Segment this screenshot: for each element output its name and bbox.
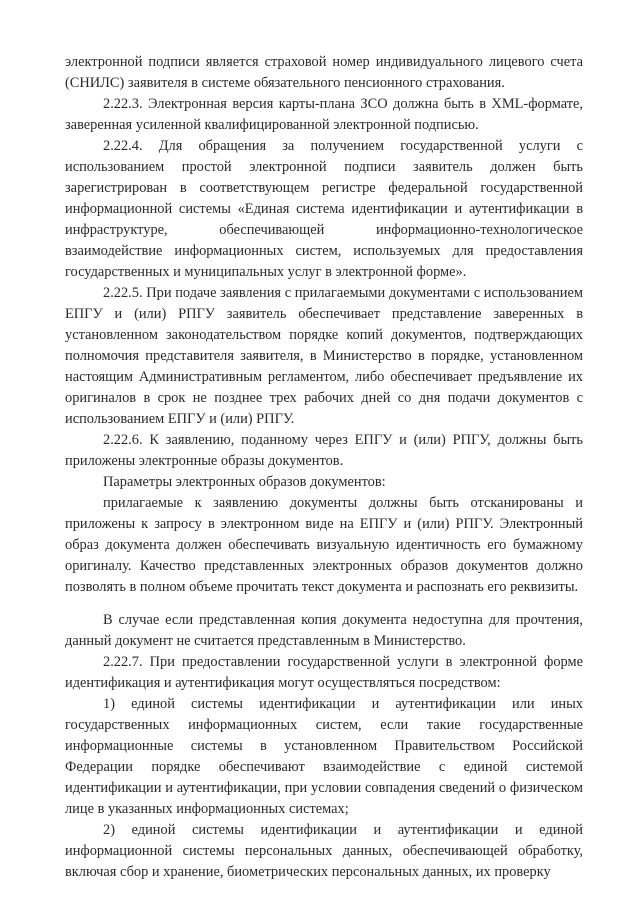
- paragraph-p-case: В случае если представленная копия документа недоступна для прочтения, данный документ не считается представленным в Министерство.: [65, 612, 583, 649]
- paragraph-p-2227: 2.22.7. При предоставлении государственной услуги в электронной форме идентификация и аутентификация могут осуществляться посредством:: [65, 654, 583, 691]
- paragraph-p-2223: 2.22.3. Электронная версия карты-плана ЗСО должна быть в XML-формате, заверенная усиленной квалифицированной электронной подписью.: [65, 96, 583, 133]
- paragraph-p-cont: электронной подписи является страховой номер индивидуального лицевого счета (СНИЛС) заявителя в системе обязательного пенсионного страхования.: [65, 54, 583, 91]
- paragraph-p-item1: 1) единой системы идентификации и аутентификации или иных государственных информационных систем, если такие государственные информационные системы в установленном Правительством Российской Федерации порядке обеспечивают взаимодействие с единой системой идентификации и аутентификации, при условии совпадения сведений о физическом лице в указанных информационных системах;: [65, 696, 583, 817]
- paragraph-p-scan: прилагаемые к заявлению документы должны быть отсканированы и приложены к запросу в электронном виде на ЕПГУ и (или) РПГУ. Электронный образ документа должен обеспечивать визуальную идентичность его бумажному оригиналу. Качество представленных электронных образов документов должно позволять в полном объеме прочитать текст документа и распознать его реквизиты.: [65, 495, 583, 595]
- document-body: [65, 52, 583, 883]
- paragraph-p-2225: 2.22.5. При подаче заявления с прилагаемыми документами с использованием ЕПГУ и (или) РПГУ заявитель обеспечивает представление заверенных в установленном законодательством порядке копий документов, подтверждающих полномочия представителя заявителя, в Министерство в порядке, установленном настоящим Административным регламентом, либо обеспечивает предъявление их оригиналов в срок не позднее трех рабочих дней со дня подачи документов с использованием ЕПГУ и (или) РПГУ.: [65, 285, 583, 427]
- paragraph-p-item2: 2) единой системы идентификации и аутентификации и единой информационной системы персональных данных, обеспечивающей обработку, включая сбор и хранение, биометрических персональных данных, их проверку: [65, 822, 583, 880]
- paragraph-p-2224: 2.22.4. Для обращения за получением государственной услуги с использованием простой электронной подписи заявитель должен быть зарегистрирован в соответствующем регистре федеральной государственной информационной системы «Единая система идентификации и аутентификации в инфраструктуре, обеспечивающей информационно-технологическое взаимодействие информационных систем, используемых для предоставления государственных и муниципальных услуг в электронной форме».: [65, 138, 583, 280]
- paragraph-p-params: Параметры электронных образов документов:: [103, 474, 386, 490]
- paragraph-p-2226: 2.22.6. К заявлению, поданному через ЕПГУ и (или) РПГУ, должны быть приложены электронные образы документов.: [65, 432, 583, 469]
- paragraph-gap: [65, 598, 583, 610]
